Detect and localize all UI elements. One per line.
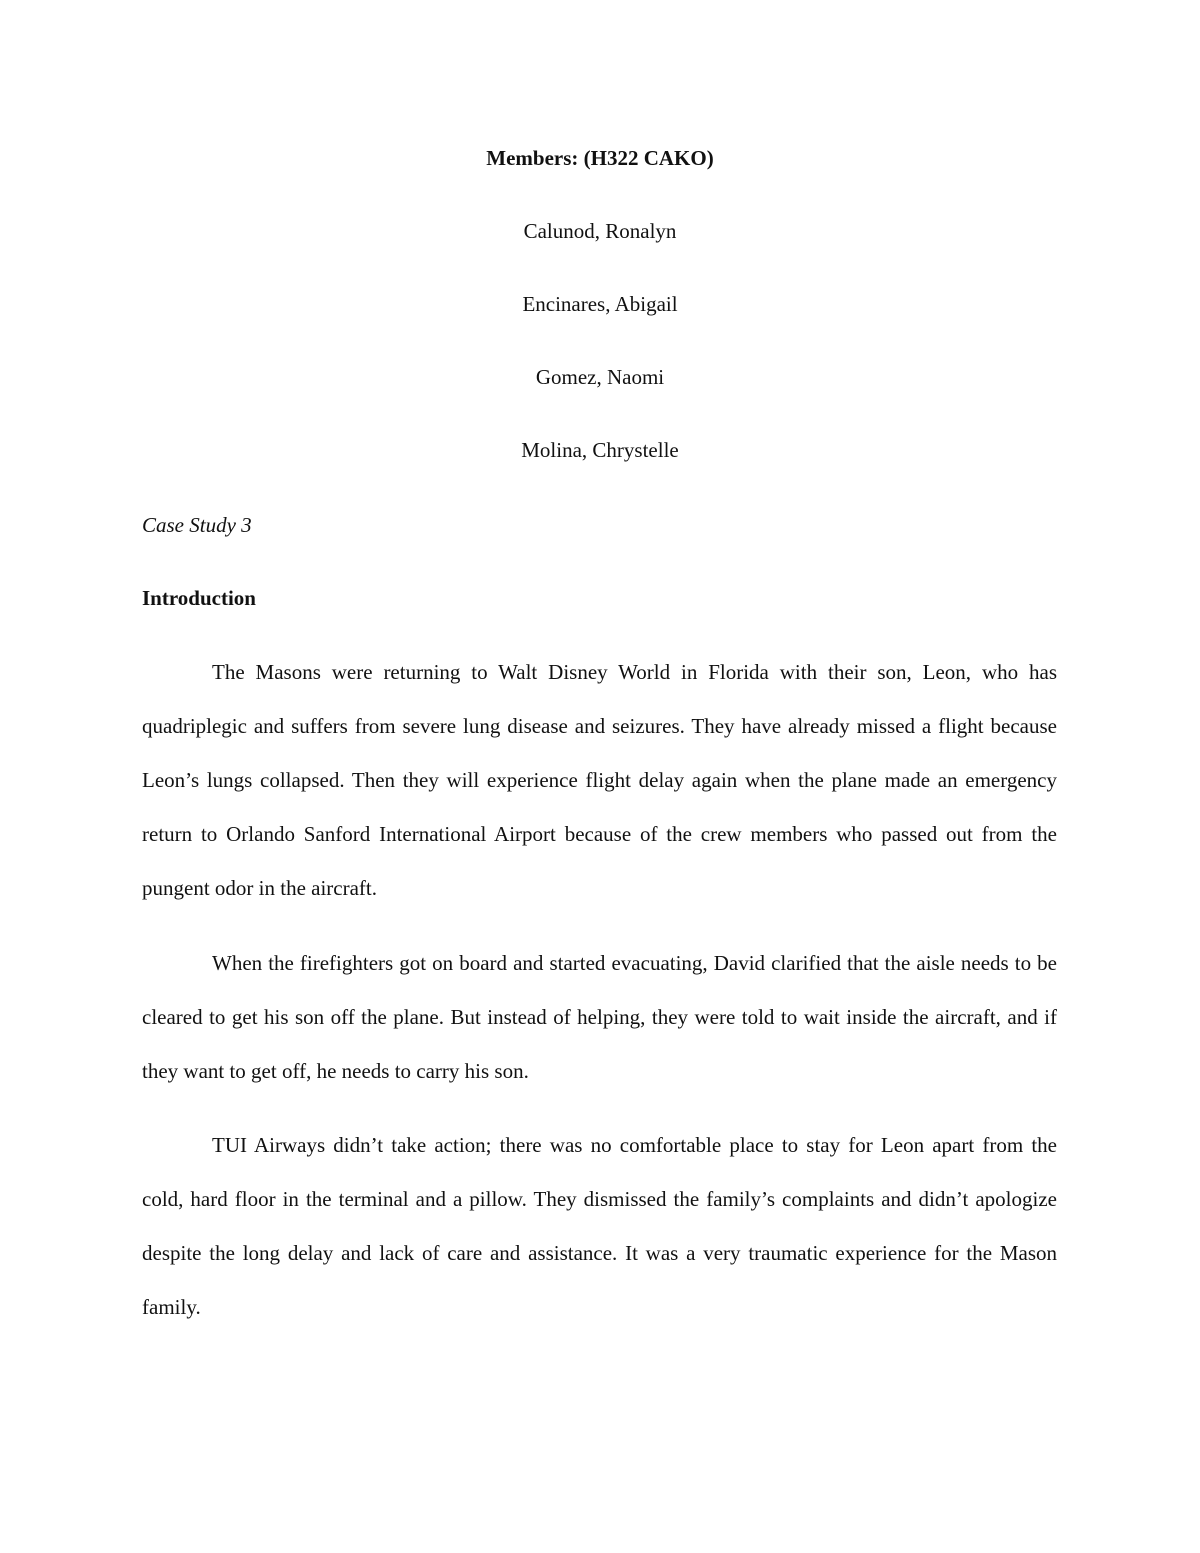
member-name: Molina, Chrystelle bbox=[521, 438, 679, 462]
member-name: Encinares, Abigail bbox=[522, 292, 678, 316]
member-name: Gomez, Naomi bbox=[535, 365, 665, 389]
case-study-title: Case Study 3 bbox=[142, 513, 252, 537]
members-heading: Members: (H322 CAKO) bbox=[486, 146, 714, 170]
body-paragraph: When the firefighters got on board and started evacuating, David clarified that the aisle needs to be cleared to get his son off the plane. But instead of helping, they were told to wait inside the aircraft, and if they want to get off, he needs to carry his son. bbox=[142, 951, 1057, 1083]
member-name: Calunod, Ronalyn bbox=[523, 219, 677, 243]
section-heading: Introduction bbox=[142, 586, 256, 610]
body-paragraph: TUI Airways didn’t take action; there was no comfortable place to stay for Leon apart from the cold, hard floor in the terminal and a pillow. They dismissed the family’s complaints and didn’t apologize despite the long delay and lack of care and assistance. It was a very traumatic experience for the Mason family. bbox=[142, 1133, 1057, 1319]
body-paragraph: The Masons were returning to Walt Disney World in Florida with their son, Leon, who has quadriplegic and suffers from severe lung disease and seizures. They have already missed a flight because Leon’s lungs collapsed. Then they will experience flight delay again when the plane made an emergency return to Orlando Sanford International Airport because of the crew members who passed out from the pungent odor in the aircraft. bbox=[142, 660, 1057, 900]
